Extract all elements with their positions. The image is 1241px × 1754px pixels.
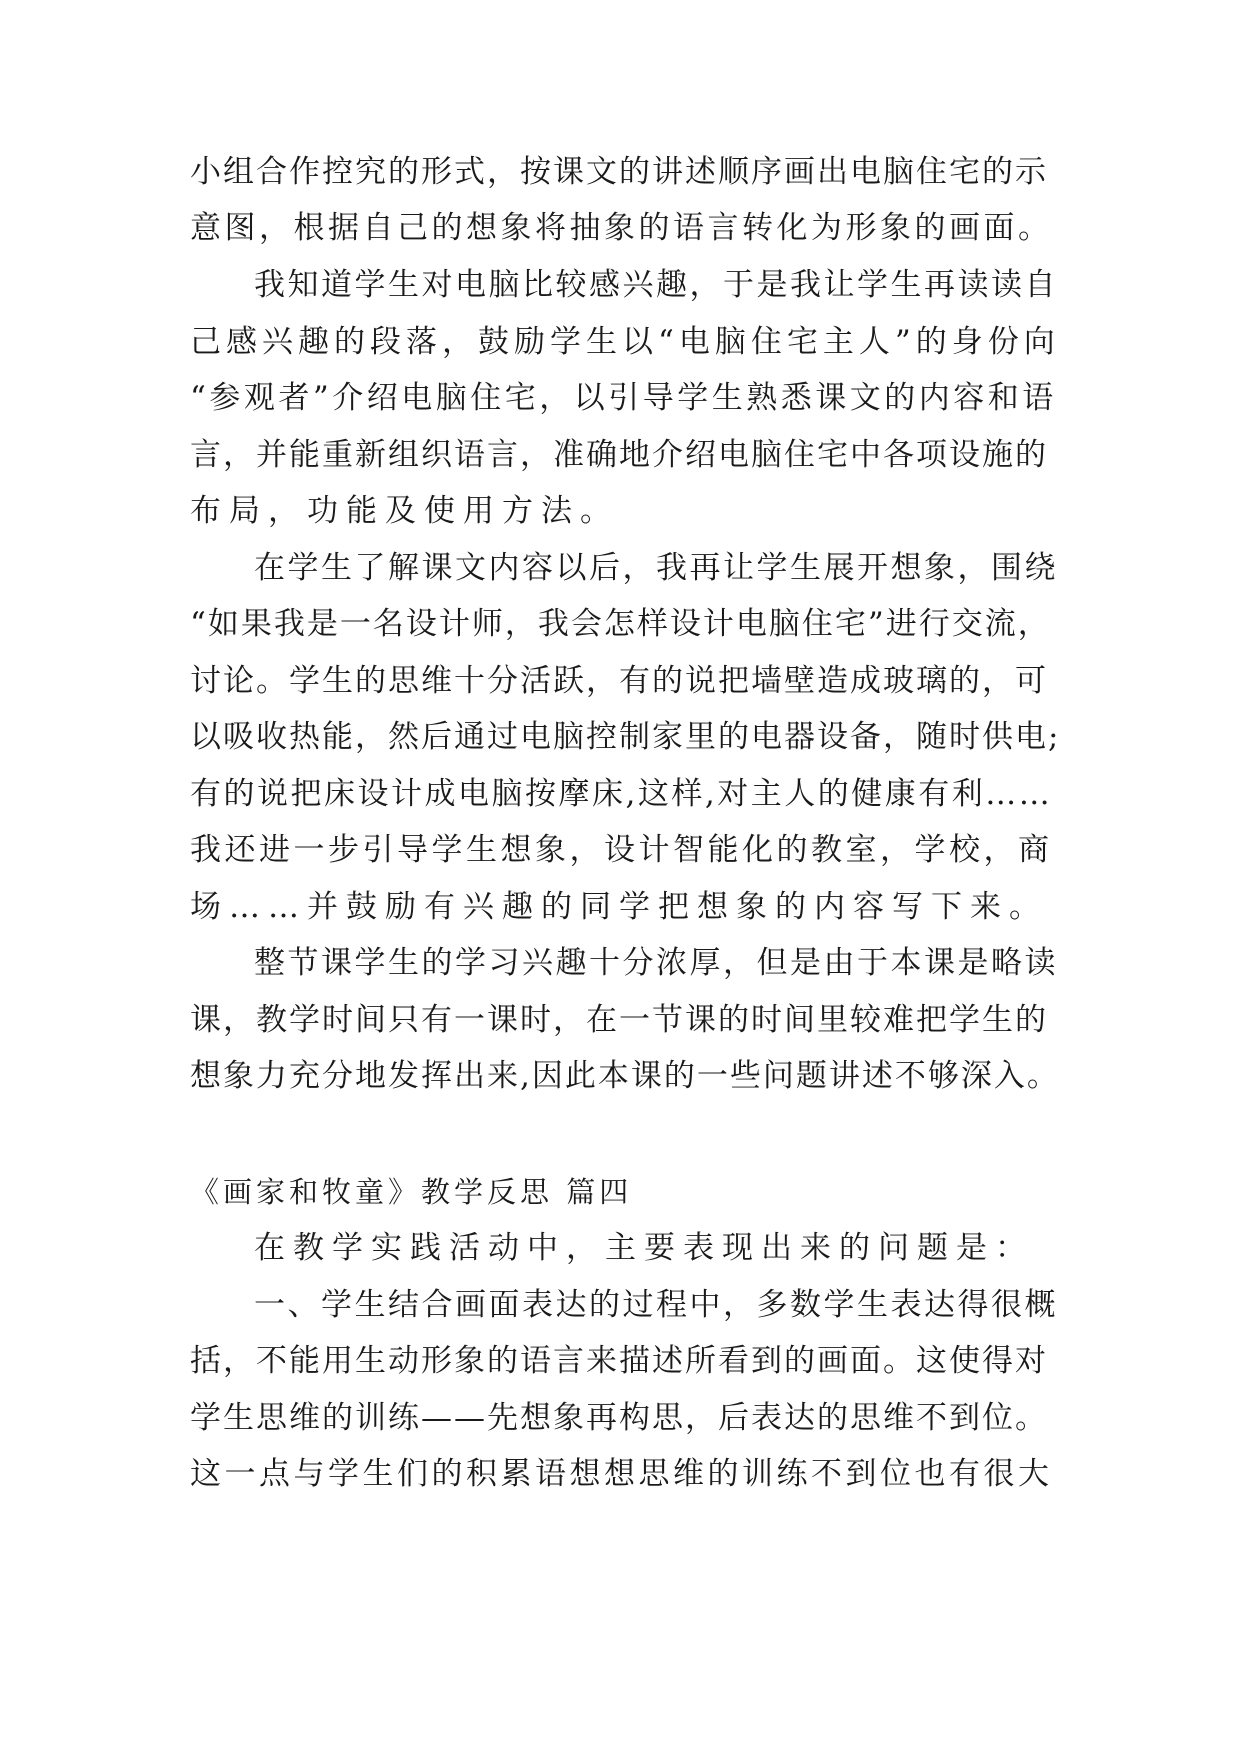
text-line: 括，不能用生动形象的语言来描述所看到的画面。这使得对 [190, 1343, 1048, 1379]
text-line: 这一点与学生们的积累语想想思维的训练不到位也有很大 [190, 1456, 1053, 1492]
text-line: 学生思维的训练——先想象再构思，后表达的思维不到位。 [190, 1400, 1048, 1436]
text-line: 场……并鼓励有兴趣的同学把想象的内容写下来。 [190, 889, 1048, 925]
text-line: “如果我是一名设计师，我会怎样设计电脑住宅”进行交流， [190, 606, 1051, 642]
text-line: 我还进一步引导学生想象，设计智能化的教室，学校，商 [190, 832, 1053, 868]
text-line: 小组合作控究的形式，按课文的讲述顺序画出电脑住宅的示 [190, 154, 1048, 190]
section-heading: 《画家和牧童》教学反思 篇四 [190, 1175, 633, 1209]
text-line: 意图，根据自己的想象将抽象的语言转化为形象的画面。 [190, 210, 1053, 246]
text-line: 以吸收热能，然后通过电脑控制家里的电器设备，随时供电; [190, 719, 1061, 755]
text-line: 我知道学生对电脑比较感兴趣，于是我让学生再读读自 [254, 267, 1058, 303]
text-line: 言，并能重新组织语言，准确地介绍电脑住宅中各项设施的 [190, 437, 1048, 473]
text-line: 布局，功能及使用方法。 [190, 493, 619, 529]
text-line: 整节课学生的学习兴趣十分浓厚，但是由于本课是略读 [254, 945, 1058, 981]
text-line: 讨论。学生的思维十分活跃，有的说把墙壁造成玻璃的，可 [190, 663, 1048, 699]
text-line: 课，教学时间只有一课时，在一节课的时间里较难把学生的 [190, 1002, 1048, 1038]
text-line: 想象力充分地发挥出来,因此本课的一些问题讲述不够深入。 [190, 1058, 1060, 1094]
text-line: 己感兴趣的段落，鼓励学生以“电脑住宅主人”的身份向 [190, 324, 1060, 360]
text-line: 在教学实践活动中，主要表现出来的问题是： [254, 1230, 1034, 1266]
text-line: “参观者”介绍电脑住宅，以引导学生熟悉课文的内容和语 [190, 380, 1057, 416]
text-line: 在学生了解课文内容以后，我再让学生展开想象，围绕 [254, 550, 1058, 586]
text-line: 有的说把床设计成电脑按摩床,这样,对主人的健康有利…… [190, 776, 1053, 812]
text-line: 一、学生结合画面表达的过程中，多数学生表达得很概 [254, 1287, 1058, 1323]
